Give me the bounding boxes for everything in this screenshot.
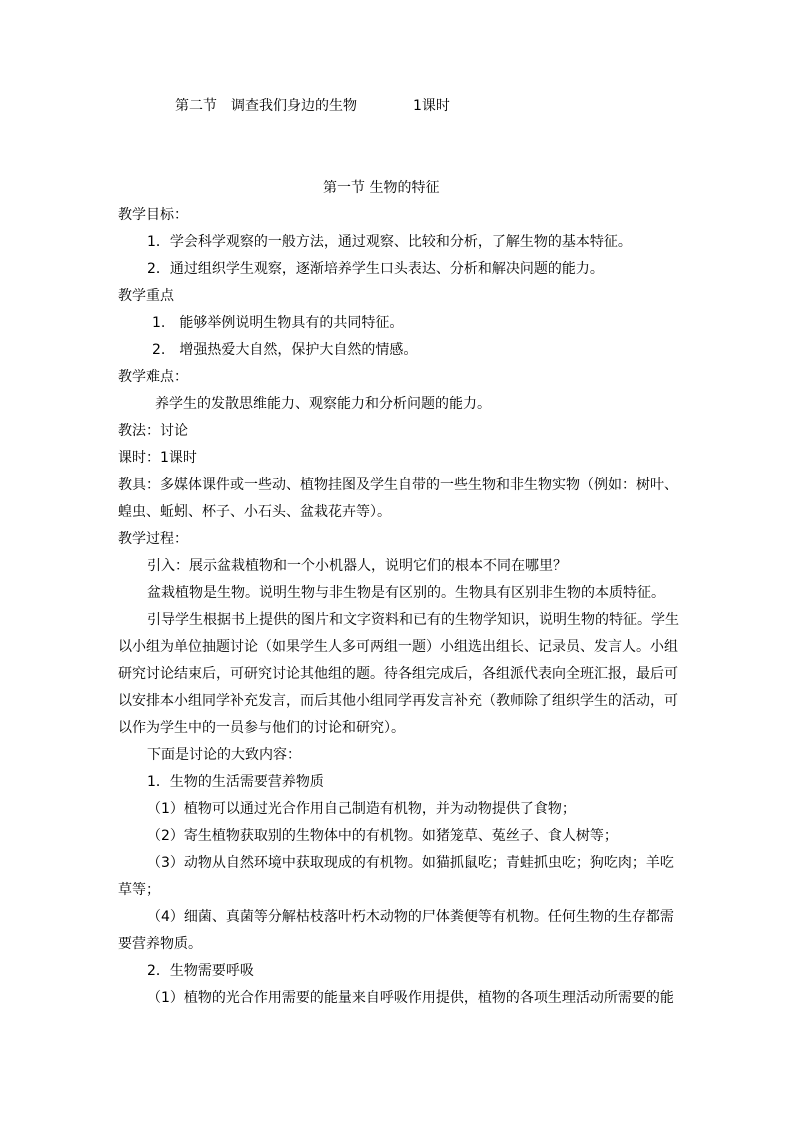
key-point-2-text: 增强热爱大自然，保护大自然的情感。 <box>179 342 418 358</box>
key-point-1 <box>152 313 403 333</box>
point-2-item-a: （1）植物的光合作用需要的能量来自呼吸作用提供，植物的各项生理活动所需要的能 <box>147 990 674 1006</box>
point-1-item-a: （1）植物可以通过光合作用自己制造有机物，并为动物提供了食物； <box>147 801 576 817</box>
header-section: 第二节 <box>175 98 217 114</box>
key-point-2 <box>152 340 417 360</box>
point-1-item-c-line-1: （3）动物从自然环境中获取现成的有机物。如猫抓鼠吃；青蛙抓虫吃；狗吃肉；羊吃 <box>147 855 674 871</box>
point-1-item-c-line-2: 草等； <box>118 882 160 898</box>
header-line <box>175 96 450 116</box>
content-intro: 下面是讨论的大致内容： <box>147 747 301 763</box>
paragraph-2-line-3: 研究讨论结束后，可研究讨论其他组的题。待各组完成后，各组派代表向全班汇报，最后可 <box>118 666 678 682</box>
paragraph-2-line-5: 以作为学生中的一员参与他们的讨论和研究）。 <box>118 720 405 736</box>
paragraph-2-line-2: 以小组为单位抽题讨论（如果学生人多可两组一题）小组选出组长、记录员、发言人。小组 <box>118 639 678 655</box>
document-title: 第一节 生物的特征 <box>323 180 440 196</box>
key-point-1-text: 能够举例说明生物具有的共同特征。 <box>179 315 404 331</box>
paragraph-1: 盆栽植物是生物。说明生物与非生物是有区别的。生物具有区别非生物的本质特征。 <box>147 585 665 601</box>
point-2-heading: 2．生物需要呼吸 <box>147 963 254 979</box>
process-label: 教学过程： <box>118 531 188 547</box>
point-1-item-b: （2）寄生植物获取别的生物体中的有机物。如猪笼草、菟丝子、食人树等； <box>147 828 618 844</box>
key-points-label: 教学重点 <box>118 288 174 304</box>
goal-item-2: 2．通过组织学生观察，逐渐培养学生口头表达、分析和解决问题的能力。 <box>147 261 604 277</box>
paragraph-2-line-4: 以安排本小组同学补充发言，而后其他小组同学再发言补充（教师除了组织学生的活动，可 <box>118 693 678 709</box>
method-line: 教法：讨论 <box>118 423 188 439</box>
key-point-2-number: 2. <box>152 342 166 358</box>
tools-line-1: 教具：多媒体课件或一些动、植物挂图及学生自带的一些生物和非生物实物（例如：树叶、 <box>118 477 678 493</box>
tools-line-2: 蝗虫、蚯蚓、杯子、小石头、盆栽花卉等）。 <box>118 504 391 520</box>
point-1-item-d-line-2: 要营养物质。 <box>118 936 202 952</box>
difficulty-item: 养学生的发散思维能力、观察能力和分析问题的能力。 <box>155 396 491 412</box>
header-hours: 1课时 <box>413 98 450 114</box>
header-title: 调查我们身边的生物 <box>231 98 357 114</box>
intro-line: 引入：展示盆栽植物和一个小机器人，说明它们的根本不同在哪里？ <box>147 558 567 574</box>
point-1-item-d-line-1: （4）细菌、真菌等分解枯枝落叶朽木动物的尸体粪便等有机物。任何生物的生存都需 <box>147 909 674 925</box>
goals-label: 教学目标： <box>118 207 188 223</box>
period-line: 课时：1课时 <box>118 450 197 466</box>
point-1-heading: 1．生物的生活需要营养物质 <box>147 774 324 790</box>
key-point-1-number: 1. <box>152 315 166 331</box>
goal-item-1: 1．学会科学观察的一般方法，通过观察、比较和分析，了解生物的基本特征。 <box>147 234 632 250</box>
difficulty-label: 教学难点： <box>118 369 188 385</box>
paragraph-2-line-1: 引导学生根据书上提供的图片和文字资料和已有的生物学知识，说明生物的特征。学生 <box>147 612 679 628</box>
